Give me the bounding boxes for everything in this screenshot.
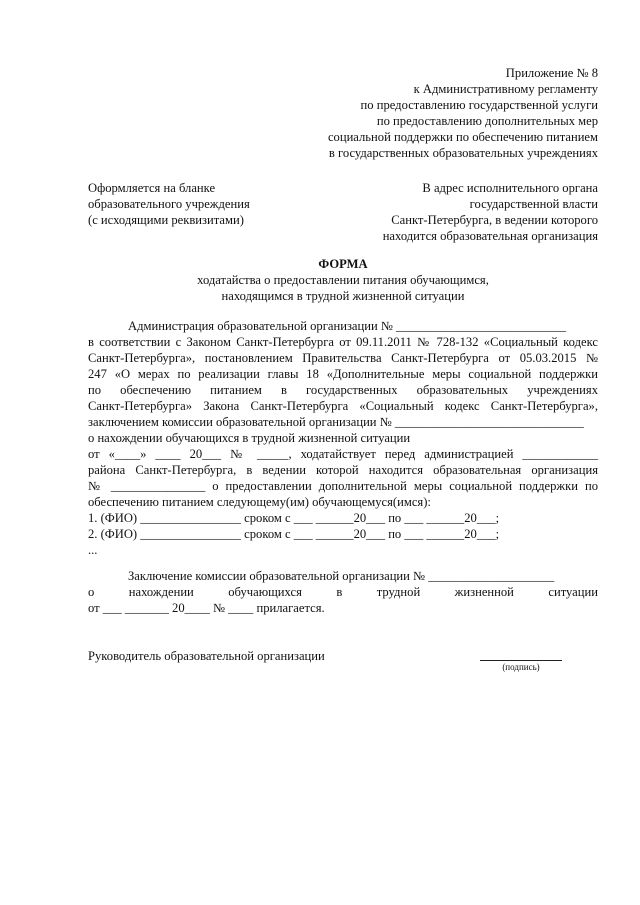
body-line: в соответствии с Законом Санкт-Петербурга от 09.11.2011 № 728-132 «Социальный кодекс xyxy=(88,335,598,349)
conclusion-line: от ___ _______ 20____ № ____ прилагается. xyxy=(88,601,325,615)
form-title: ФОРМА xyxy=(318,257,368,271)
body-line: по обеспечению питанием в государственных образовательных учреждениях xyxy=(88,383,598,397)
addressee-line: государственной власти xyxy=(469,197,598,211)
conclusion-line: Заключение комиссии образовательной организации № ____________________ xyxy=(128,569,555,583)
form-subtitle-line: находящимся в трудной жизненной ситуации xyxy=(221,289,465,303)
letterhead-line: образовательного учреждения xyxy=(88,197,250,211)
conclusion-line: о нахождении обучающихся в трудной жизненной ситуации xyxy=(88,585,598,599)
appendix-line: в государственных образовательных учреждениях xyxy=(328,146,598,160)
body-line: от «____» ____ 20___ № _____, ходатайствует перед администрацией ____________ xyxy=(88,447,598,461)
form-subtitle-line: ходатайства о предоставлении питания обучающимся, xyxy=(197,273,489,287)
body-line: 247 «О мерах по реализации главы 18 «Дополнительные меры социальной поддержки xyxy=(88,367,598,381)
body-line: Санкт-Петербурга» Закона Санкт-Петербурга «Социальный кодекс Санкт-Петербурга», xyxy=(88,399,598,413)
signature-line xyxy=(480,660,562,661)
body-line: района Санкт-Петербурга, в ведении которой находится образовательная организация xyxy=(88,463,598,477)
body-line: заключением комиссии образовательной организации № ______________________________ xyxy=(88,415,584,429)
appendix-line: по предоставлению государственной услуги xyxy=(360,98,598,112)
signature-caption: (подпись) xyxy=(502,662,540,672)
body-line: обеспечению питанием следующему(им) обучающемуся(имся): xyxy=(88,495,431,509)
addressee-line: находится образовательная организация xyxy=(382,229,598,243)
body-line: Администрация образовательной организации № ___________________________ xyxy=(128,319,567,333)
addressee-line: В адрес исполнительного органа xyxy=(422,181,598,195)
appendix-line: к Административному регламенту xyxy=(413,82,598,96)
appendix-line: Приложение № 8 xyxy=(505,66,598,80)
body-line: № _______________ о предоставлении дополнительной меры социальной поддержки по xyxy=(88,479,598,493)
student-entry: 2. (ФИО) ________________ сроком с ___ ______20___ по ___ ______20___; xyxy=(88,527,500,541)
body-line: о нахождении обучающихся в трудной жизненной ситуации xyxy=(88,431,411,445)
appendix-line: по предоставлению дополнительных мер xyxy=(376,114,598,128)
letterhead-line: (с исходящими реквизитами) xyxy=(88,213,244,227)
letterhead-line: Оформляется на бланке xyxy=(88,181,216,195)
ellipsis: ... xyxy=(88,543,98,557)
signatory-label: Руководитель образовательной организации xyxy=(88,649,325,663)
body-line: Санкт-Петербурга», постановлением Правительства Санкт-Петербурга от 05.03.2015 № xyxy=(88,351,598,365)
addressee-line: Санкт-Петербурга, в ведении которого xyxy=(391,213,598,227)
appendix-line: социальной поддержки по обеспечению питанием xyxy=(327,130,598,144)
student-entry: 1. (ФИО) ________________ сроком с ___ ______20___ по ___ ______20___; xyxy=(88,511,500,525)
